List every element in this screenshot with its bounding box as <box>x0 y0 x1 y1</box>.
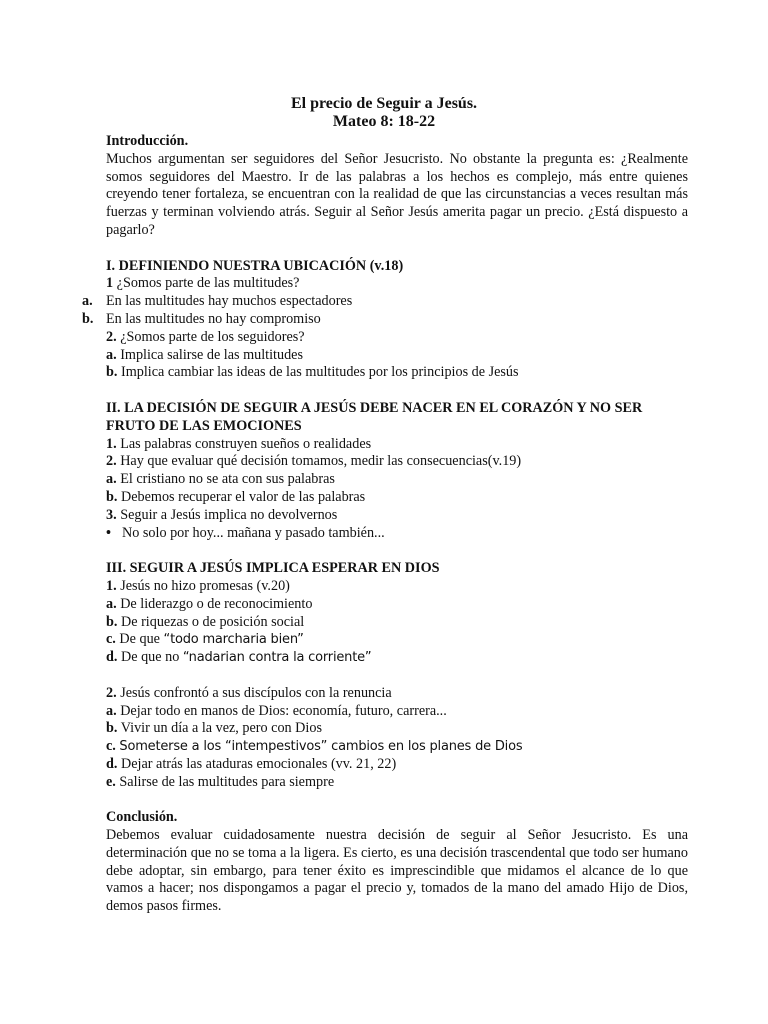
list-item <box>106 507 688 525</box>
list-item <box>82 293 688 311</box>
conclusion-paragraph: Debemos evaluar cuidadosamente nuestra decisión de seguir al Señor Jesucristo. Es una determinación que no se toma a la ligera. Es cierto, es una decisión trascendental que todo ser humano debe adoptar, sin embargo, para tener éxito es imprescindible que midamos el alcance de lo que vamos a hacer; nos dispongamos a pagar el precio y, tomados de la mano del amado Hijo de Dios, demos pasos firmes. <box>106 827 688 915</box>
list-item <box>106 614 688 632</box>
section-1-heading: I. DEFINIENDO NUESTRA UBICACIÓN (v.18) <box>106 257 404 274</box>
item-number: c. <box>106 631 116 648</box>
item-number: a. <box>106 346 117 363</box>
conclusion-heading: Conclusión. <box>106 809 178 826</box>
item-number: a. <box>106 471 117 488</box>
list-item <box>106 436 688 454</box>
item-number: b. <box>106 720 118 737</box>
list-item <box>106 685 688 703</box>
list-item <box>106 453 688 471</box>
item-number: 2. <box>106 684 117 701</box>
list-item <box>106 738 688 756</box>
list-item <box>106 347 688 365</box>
item-text: Debemos recuperar el valor de las palabras <box>117 488 366 505</box>
item-text: Salirse de las multitudes para siempre <box>115 773 335 790</box>
title-line-1: El precio de Seguir a Jesús. <box>290 95 478 112</box>
item-number: 2. <box>106 328 117 345</box>
item-text: Jesús no hizo promesas (v.20) <box>116 577 290 594</box>
list-item <box>106 756 688 774</box>
item-text: Las palabras construyen sueños o realidades <box>116 435 372 452</box>
list-item <box>106 720 688 738</box>
bullet-icon: • <box>106 524 111 541</box>
item-text: De liderazgo o de reconocimiento <box>116 595 313 612</box>
list-item <box>106 364 688 382</box>
item-text: ¿Somos parte de los seguidores? <box>116 328 305 345</box>
item-text: ¿Somos parte de las multitudes? <box>113 275 300 292</box>
list-item <box>106 489 688 507</box>
item-number: b. <box>106 364 118 381</box>
item-text: El cristiano no se ata con sus palabras <box>116 471 335 488</box>
item-number: 2. <box>106 453 117 470</box>
intro-heading: Introducción. <box>106 133 189 149</box>
item-text: Hay que evaluar qué decisión tomamos, medir las consecuencias(v.19) <box>116 453 522 470</box>
title-line-2: Mateo 8: 18-22 <box>332 113 436 130</box>
item-text: En las multitudes hay muchos espectadores <box>106 293 353 310</box>
list-item <box>82 310 688 329</box>
section-2-heading: II. LA DECISIÓN DE SEGUIR A JESÚS DEBE NACER EN EL CORAZÓN Y NO SER FRUTO DE LAS EMOCIONES <box>106 399 643 434</box>
item-number: a. <box>106 595 117 612</box>
item-number: d. <box>106 755 118 772</box>
item-text-sans: “todo marcharia bien” <box>163 632 304 648</box>
list-item <box>106 649 688 667</box>
item-number: 1. <box>106 577 117 594</box>
list-item <box>106 329 688 347</box>
section-3-heading: III. SEGUIR A JESÚS IMPLICA ESPERAR EN DIOS <box>106 560 440 577</box>
item-text: De que no <box>117 649 183 666</box>
list-item <box>106 703 688 721</box>
list-item <box>106 596 688 614</box>
item-text: Vivir un día a la vez, pero con Dios <box>117 720 322 737</box>
item-number: e. <box>106 773 116 790</box>
item-text: De riquezas o de posición social <box>117 613 305 630</box>
item-text: En las multitudes no hay compromiso <box>106 310 321 327</box>
bullet-text: No solo por hoy... mañana y pasado también... <box>122 524 385 541</box>
item-number: b. <box>106 613 118 630</box>
list-item <box>106 774 688 792</box>
item-number: b. <box>106 488 118 505</box>
list-item <box>106 631 688 649</box>
document-title <box>0 95 768 131</box>
intro-paragraph: Muchos argumentan ser seguidores del Señor Jesucristo. No obstante la pregunta es: ¿Realmente somos seguidores del Maestro. Ir de las palabras a los hechos es complejo, más entre quienes creyendo tener fortaleza, se encuentran con la realidad de que las circunstancias a veces resultan más fuerzas y terminan volviendo atrás. Seguir al Señor Jesús amerita pagar un precio. ¿Está dispuesto a pagarlo? <box>106 150 688 238</box>
item-text-sans: “nadarian contra la corriente” <box>182 650 372 666</box>
list-item <box>106 275 688 293</box>
item-number: 1. <box>106 435 117 452</box>
item-label: a. <box>82 293 93 310</box>
item-text: Implica cambiar las ideas de las multitudes por los principios de Jesús <box>117 364 519 381</box>
document-body <box>82 133 688 916</box>
item-label: b. <box>82 310 94 327</box>
item-text: Jesús confrontó a sus discípulos con la renuncia <box>116 684 392 701</box>
list-item <box>106 578 688 596</box>
item-number: c. <box>106 738 116 755</box>
bullet-item <box>106 525 688 543</box>
item-text: Dejar atrás las ataduras emocionales (vv. 21, 22) <box>117 755 397 772</box>
item-number: a. <box>106 702 117 719</box>
list-item <box>106 471 688 489</box>
item-number: d. <box>106 649 118 666</box>
item-text: De que <box>115 631 164 648</box>
item-text: Seguir a Jesús implica no devolvernos <box>116 506 338 523</box>
item-number: 3. <box>106 506 117 523</box>
item-text: Implica salirse de las multitudes <box>116 346 304 363</box>
item-text: Dejar todo en manos de Dios: economía, futuro, carrera... <box>116 702 447 719</box>
item-number: 1 <box>106 275 114 292</box>
item-text-sans: Someterse a los “intempestivos” cambios en los planes de Dios <box>119 739 523 755</box>
